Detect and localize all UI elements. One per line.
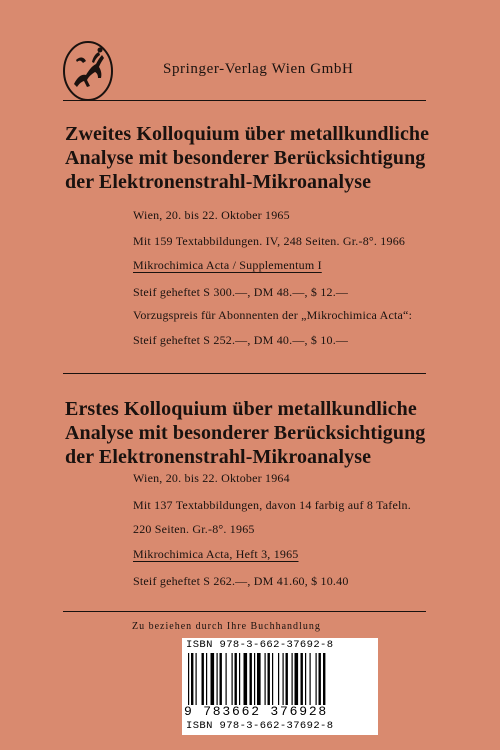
barcode-bar (305, 653, 306, 705)
ean-digits: 9 783662 376928 (184, 704, 329, 719)
barcode-bar (323, 653, 325, 705)
barcode-bar (268, 653, 270, 705)
barcode-bar (196, 653, 197, 705)
barcode-bar (310, 653, 311, 705)
barcode-bar (250, 653, 252, 705)
barcode-bar (191, 653, 193, 705)
barcode-bar (292, 653, 293, 705)
barcode-bar (220, 653, 222, 705)
barcode-bar (257, 653, 261, 705)
barcode-bar (272, 653, 273, 705)
barcode-bar (316, 653, 317, 705)
divider-middle (63, 373, 426, 374)
barcode-bar (278, 653, 279, 705)
barcode-bar (211, 653, 215, 705)
barcode-bar (301, 653, 303, 705)
barcode-bar (265, 653, 266, 705)
book-1-series: Mikrochimica Acta / Supplementum I (133, 258, 322, 272)
book-1-title-line-3: der Elektronenstrahl-Mikroanalyse (65, 171, 372, 193)
isbn-text-top: ISBN 978-3-662-37692-8 (186, 639, 334, 651)
book-2-title-line-1: Erstes Kolloquium über metallkundliche (65, 398, 417, 420)
barcode-bar (244, 653, 248, 705)
book-2-series: Mikrochimica Acta, Heft 3, 1965 (133, 547, 299, 561)
barcode-bar (188, 653, 189, 705)
ean-barcode-bars (186, 653, 374, 705)
book-2-pages: 220 Seiten. Gr.-8°. 1965 (133, 522, 255, 536)
divider-top (63, 100, 426, 101)
barcode-label (182, 638, 378, 735)
divider-bottom (63, 611, 426, 612)
book-2-price: Steif geheftet S 262.—, DM 41.60, $ 10.40 (133, 574, 349, 588)
barcode-bar (232, 653, 233, 705)
barcode-bar (295, 653, 299, 705)
barcode-bar (202, 653, 204, 705)
book-1-subscriber-price: Steif geheftet S 252.—, DM 40.—, $ 10.— (133, 333, 349, 347)
book-1-title-line-2: Analyse mit besonderer Berücksichtigung (65, 147, 426, 169)
book-2-title (65, 397, 445, 469)
barcode-bar (226, 653, 227, 705)
springer-knight-logo (62, 40, 114, 102)
book-1-subscriber-note: Vorzugspreis für Abonnenten der „Mikrochimica Acta“: (133, 308, 413, 322)
barcode-bar (217, 653, 218, 705)
barcode-bar (319, 653, 321, 705)
publisher-name: Springer-Verlag Wien GmbH (163, 61, 354, 77)
barcode-bar (206, 653, 207, 705)
book-1-title-line-1: Zweites Kolloquium über metallkundliche (65, 123, 430, 145)
book-1-price: Steif geheftet S 300.—, DM 48.—, $ 12.— (133, 285, 349, 299)
book-2-illustrations: Mit 137 Textabbildungen, davon 14 farbig auf 8 Tafeln. (133, 498, 411, 512)
book-2-title-line-3: der Elektronenstrahl-Mikroanalyse (65, 446, 372, 468)
book-1-physical-description: Mit 159 Textabbildungen. IV, 248 Seiten. Gr.-8°. 1966 (133, 234, 406, 248)
isbn-text-bottom: ISBN 978-3-662-37692-8 (186, 720, 334, 732)
book-1-title (65, 122, 445, 194)
book-2-title-line-2: Analyse mit besonderer Berücksichtigung (65, 422, 426, 444)
barcode-bar (254, 653, 255, 705)
book-2-conference-dates: Wien, 20. bis 22. Oktober 1964 (133, 471, 290, 485)
barcode-bar (239, 653, 240, 705)
barcode-bar (235, 653, 237, 705)
book-1-conference-dates: Wien, 20. bis 22. Oktober 1965 (133, 208, 290, 222)
bookstore-note: Zu beziehen durch Ihre Buchhandlung (132, 621, 321, 632)
barcode-bar (286, 653, 288, 705)
barcode-bar (283, 653, 284, 705)
